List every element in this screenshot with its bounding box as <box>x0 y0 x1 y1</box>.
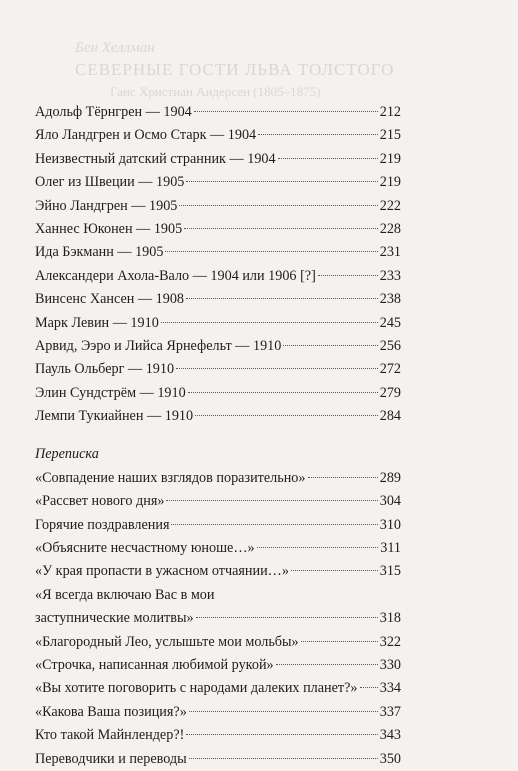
toc-entry-title-continuation <box>35 607 401 630</box>
toc-entry[interactable] <box>35 171 401 194</box>
toc-entry-page: 289 <box>379 469 401 486</box>
toc-entry-title: заступнические молитвы» <box>35 610 194 627</box>
toc-entry[interactable] <box>35 631 401 654</box>
toc-entry-page: 219 <box>379 174 401 191</box>
toc-entry-page: 279 <box>379 384 401 401</box>
dot-leader <box>301 641 378 642</box>
dot-leader <box>291 570 378 571</box>
toc-entry-page: 350 <box>379 750 401 767</box>
toc-entry[interactable] <box>35 654 401 677</box>
toc-entry-title: Лемпи Тукиайнен — 1910 <box>35 408 194 425</box>
toc-entry-title: «Объясните несчастному юноше…» <box>35 540 255 557</box>
toc-entry-page: 311 <box>380 540 401 557</box>
toc-entry[interactable] <box>35 537 401 560</box>
toc-entry-title: Марк Левин — 1910 <box>35 314 159 331</box>
show-through-text: Бен Хеллман <box>75 40 155 56</box>
toc-entry[interactable] <box>35 701 401 724</box>
toc-entry[interactable] <box>35 514 401 537</box>
toc-entry-title: Ида Бэкманн — 1905 <box>35 244 164 261</box>
toc-entry[interactable] <box>35 335 401 358</box>
show-through-text: Ганс Христиан Андерсен (1805–1875) <box>110 84 321 99</box>
dot-leader <box>196 617 378 618</box>
toc-entry-title: Александери Ахола-Вало — 1904 или 1906 [?] <box>35 267 316 284</box>
toc-entry-page: 334 <box>379 680 401 697</box>
toc-entry-page: 337 <box>379 703 401 720</box>
dot-leader <box>184 228 378 229</box>
section-heading: Переписка <box>35 446 99 463</box>
toc-entry-page: 245 <box>379 314 401 331</box>
dot-leader <box>186 734 377 735</box>
toc-entry[interactable] <box>35 584 401 631</box>
toc-entry[interactable] <box>35 148 401 171</box>
toc-entry-title: Горячие поздравления <box>35 516 170 533</box>
dot-leader <box>257 547 379 548</box>
toc-entry[interactable] <box>35 490 401 513</box>
dot-leader <box>176 368 378 369</box>
toc-entry-title: Адольф Тёрнгрен — 1904 <box>35 104 192 120</box>
toc-entry-title: Переводчики и переводы <box>35 750 187 767</box>
toc-entry-page: 318 <box>379 610 401 627</box>
toc-entry-page: 284 <box>379 408 401 425</box>
toc-entry-page: 272 <box>379 361 401 378</box>
dot-leader <box>188 392 378 393</box>
toc-entry[interactable] <box>35 382 401 405</box>
dot-leader <box>165 251 377 252</box>
dot-leader <box>166 500 377 501</box>
dot-leader <box>186 181 377 182</box>
toc-entry-title: «Вы хотите поговорить с народами далеких планет?» <box>35 680 358 697</box>
toc-entry-title: Яло Ландгрен и Осмо Старк — 1904 <box>35 127 257 144</box>
toc-entry[interactable] <box>35 101 401 124</box>
show-through-text: СЕВЕРНЫЕ ГОСТИ ЛЬВА ТОЛСТОГО <box>75 60 395 79</box>
toc-entry-page: 212 <box>379 104 401 120</box>
toc-entry-title: Кто такой Майнлендер?! <box>35 727 185 744</box>
dot-leader <box>189 711 378 712</box>
toc-entry[interactable] <box>35 467 401 490</box>
toc-entry[interactable] <box>35 677 401 700</box>
toc-entry-title: Неизвестный датский странник — 1904 <box>35 150 276 167</box>
toc-entry-page: 315 <box>379 563 401 580</box>
dot-leader <box>189 758 378 759</box>
toc-entry-page: 238 <box>379 291 401 308</box>
toc-entry[interactable] <box>35 358 401 381</box>
dot-leader <box>195 415 378 416</box>
toc-entry[interactable] <box>35 748 401 771</box>
dot-leader <box>276 664 378 665</box>
dot-leader <box>194 111 378 112</box>
toc-entry-title-wrap <box>35 584 401 631</box>
dot-leader <box>171 524 377 525</box>
toc-entry-title: Пауль Ольберг — 1910 <box>35 361 175 378</box>
toc-entry[interactable] <box>35 724 401 747</box>
toc-entry-page: 310 <box>379 516 401 533</box>
toc-entry[interactable] <box>35 241 401 264</box>
toc-entry[interactable] <box>35 265 401 288</box>
toc-entry-page: 330 <box>379 657 401 673</box>
toc-entry-page: 231 <box>379 244 401 261</box>
toc-entry-page: 228 <box>379 220 401 237</box>
toc-entry-title: «Какова Ваша позиция?» <box>35 703 187 720</box>
toc-entry-title: «У края пропасти в ужасном отчаянии…» <box>35 563 289 580</box>
dot-leader <box>258 134 378 135</box>
table-of-contents <box>35 101 401 771</box>
toc-entry[interactable] <box>35 405 401 428</box>
toc-entry[interactable] <box>35 312 401 335</box>
toc-entry-title: «Я всегда включаю Вас в мои <box>35 586 215 603</box>
dot-leader <box>318 275 378 276</box>
toc-entry-page: 322 <box>379 633 401 650</box>
toc-entry-title: Ханнес Юконен — 1905 <box>35 220 183 237</box>
toc-entry[interactable] <box>35 124 401 147</box>
dot-leader <box>186 298 378 299</box>
toc-entry-title: «Благородный Лео, услышьте мои мольбы» <box>35 633 299 650</box>
dot-leader <box>161 322 378 323</box>
toc-entry[interactable] <box>35 218 401 241</box>
toc-entry-title: «Рассвет нового дня» <box>35 493 165 510</box>
toc-entry-page: 256 <box>379 337 401 354</box>
toc-entry-page: 304 <box>379 493 401 510</box>
dot-leader <box>360 687 378 688</box>
dot-leader <box>278 158 378 159</box>
toc-entry-page: 215 <box>379 127 401 144</box>
toc-entry-title: Винсенс Хансен — 1908 <box>35 291 185 308</box>
toc-entry[interactable] <box>35 288 401 311</box>
dot-leader <box>308 477 378 478</box>
dot-leader <box>179 205 377 206</box>
toc-entry[interactable] <box>35 560 401 583</box>
toc-entry-page: 233 <box>379 267 401 284</box>
toc-entry[interactable] <box>35 195 401 218</box>
dot-leader <box>283 345 377 346</box>
toc-entry-title: «Строчка, написанная любимой рукой» <box>35 657 274 673</box>
toc-entry-title: «Совпадение наших взглядов поразительно» <box>35 469 306 486</box>
toc-entry-title: Эйно Ландгрен — 1905 <box>35 197 178 214</box>
toc-entry-title: Олег из Швеции — 1905 <box>35 174 185 191</box>
toc-entry-page: 222 <box>379 197 401 214</box>
toc-entry-page: 343 <box>379 727 401 744</box>
toc-entry-title: Арвид, Ээро и Лийса Ярнефельт — 1910 <box>35 337 282 354</box>
toc-entry-page: 219 <box>379 150 401 167</box>
toc-entry-title: Элин Сундстрём — 1910 <box>35 384 186 401</box>
